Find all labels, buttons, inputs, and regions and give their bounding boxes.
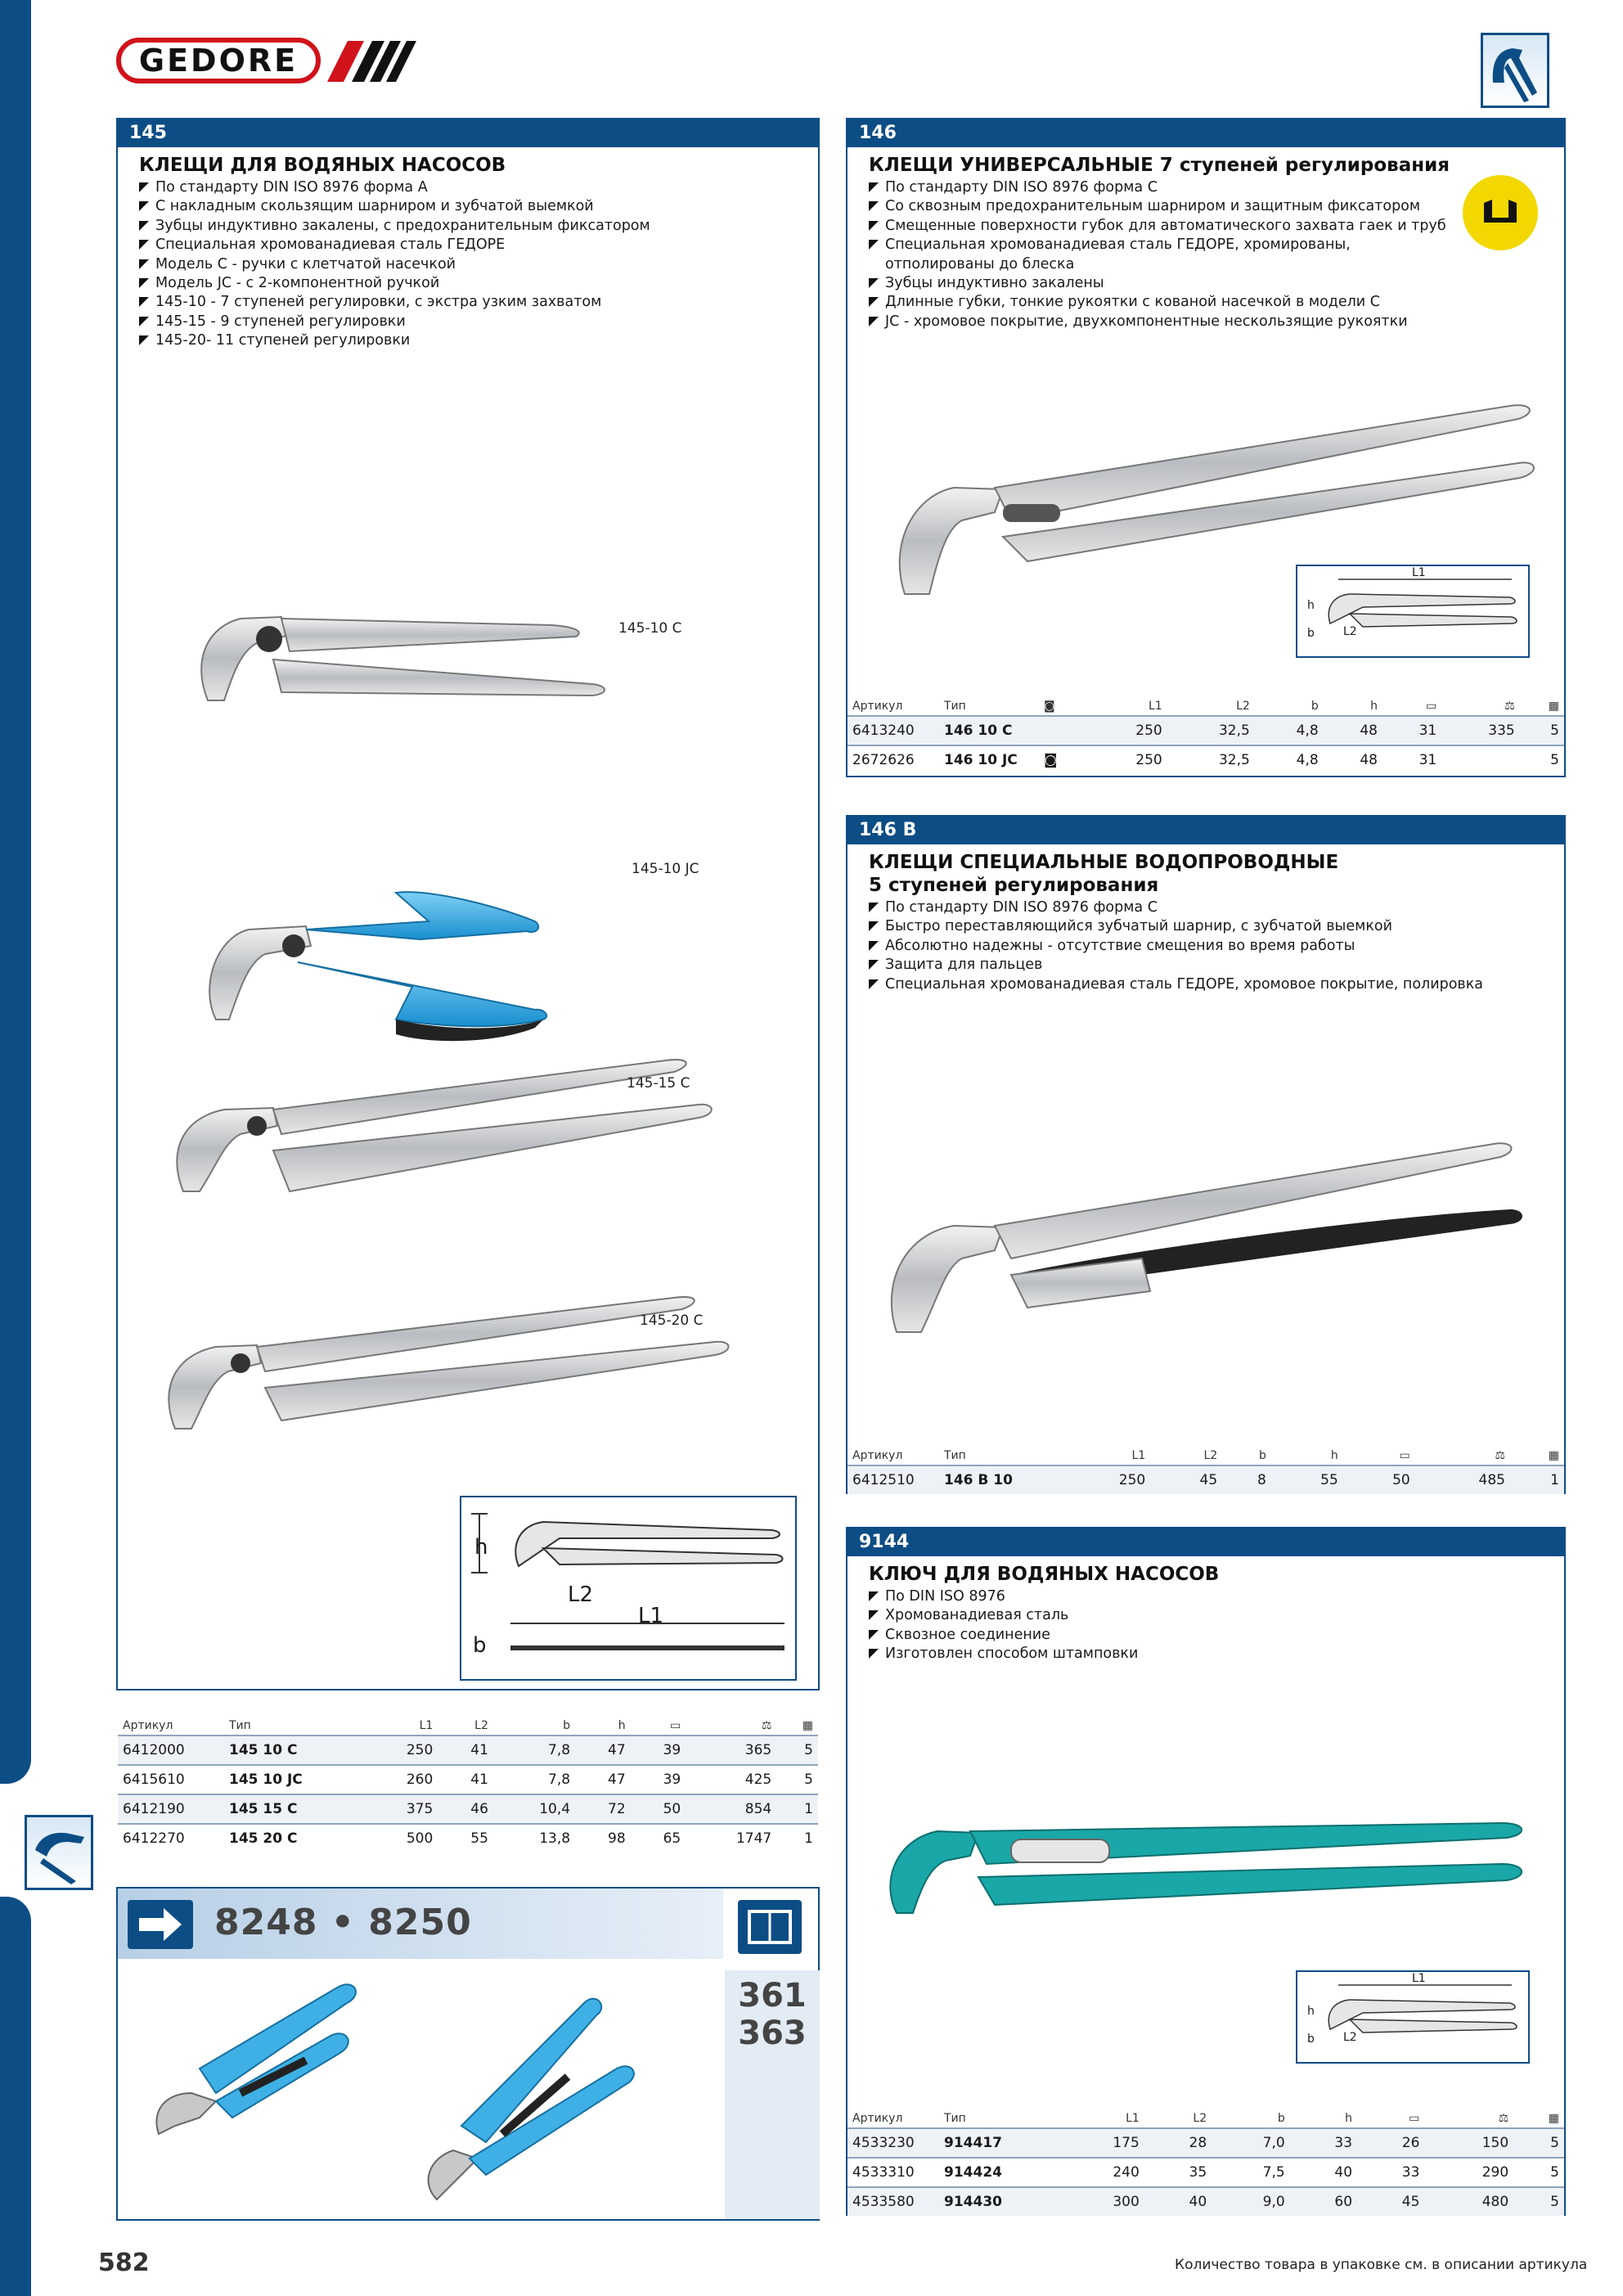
feature-item: Смещенные поверхности губок для автоматического захвата гаек и труб: [869, 217, 1564, 236]
col-b: b: [1277, 2112, 1285, 2125]
table-row: [847, 1465, 1564, 1494]
table-cell: 260: [365, 1765, 438, 1794]
table-cell: 28: [1144, 2128, 1212, 2158]
table-cell: 146 10 C: [939, 716, 1039, 745]
section-146-features: [869, 178, 1564, 331]
section-146b-title: КЛЕЩИ СПЕЦИАЛЬНЫЕ ВОДОПРОВОДНЫЕ: [869, 852, 1339, 873]
section-146b-table: [847, 1447, 1564, 1494]
section-145-product-images: [151, 561, 821, 1625]
section-146b-features: [869, 898, 1564, 994]
table-cell: 4533230: [847, 2128, 939, 2158]
table-cell: 1: [776, 1824, 818, 1853]
table-cell: [1039, 716, 1089, 745]
table-cell: 47: [575, 1736, 631, 1765]
feature-item: По стандарту DIN ISO 8976 форма A: [139, 178, 818, 197]
table-cell: 6412270: [118, 1824, 224, 1853]
table-cell: 145 20 C: [224, 1824, 365, 1853]
col-type: Тип: [944, 2112, 966, 2125]
table-cell: 6412190: [118, 1794, 224, 1824]
table-cell: 146 10 JC: [939, 745, 1039, 774]
table-cell: 10,4: [493, 1794, 575, 1824]
col-weight-icon: ⚖: [761, 1719, 772, 1732]
col-l1: L1: [1131, 1449, 1146, 1462]
diagram-b-label: b: [1307, 627, 1315, 640]
col-jaw-icon: ▭: [1399, 1449, 1410, 1462]
table-row: [847, 2158, 1564, 2187]
table-cell: 914430: [939, 2187, 1055, 2216]
table-cell: 45: [1357, 2187, 1424, 2216]
feature-item: Модель С - ручки с клетчатой насечкой: [139, 255, 818, 274]
diagram-l1-label: L1: [638, 1604, 664, 1628]
table-cell: 55: [1271, 1465, 1343, 1494]
feature-item: Быстро переставляющийся зубчатый шарнир, с зубчатой выемкой: [869, 917, 1564, 936]
diagram-l1-label: L1: [1412, 566, 1426, 579]
feature-item: Модель JC - с 2-компонентной ручкой: [139, 274, 818, 293]
table-cell: 5: [1520, 716, 1564, 745]
section-146b-subtitle: 5 ступеней регулирования: [869, 875, 1159, 896]
feature-item: Зубцы индуктивно закалены: [869, 274, 1564, 293]
table-cell: 7,5: [1212, 2158, 1290, 2187]
feature-item: Специальная хромованадиевая сталь ГЕДОРЕ: [139, 236, 818, 254]
section-146-code: 146: [847, 119, 1564, 147]
table-cell: 175: [1055, 2128, 1144, 2158]
table-row: [847, 745, 1564, 774]
table-row: [847, 716, 1564, 745]
section-146b-code: 146 B: [847, 817, 1564, 844]
diagram-b-label: b: [1307, 2033, 1315, 2046]
table-cell: 485: [1415, 1465, 1510, 1494]
table-cell: 41: [438, 1765, 493, 1794]
table-cell: 4,8: [1255, 745, 1324, 774]
table-cell: 6413240: [847, 716, 939, 745]
table-cell: 98: [575, 1824, 631, 1853]
feature-item: С накладным скользящим шарниром и зубчатой выемкой: [139, 197, 818, 216]
table-cell: 5: [1513, 2128, 1564, 2158]
table-cell: 7,0: [1212, 2128, 1290, 2158]
table-cell: [1441, 745, 1520, 774]
col-b: b: [1311, 700, 1319, 713]
feature-item: Сквозное соединение: [869, 1626, 1564, 1645]
section-145-title: КЛЕЩИ ДЛЯ ВОДЯНЫХ НАСОСОВ: [139, 155, 506, 176]
table-cell: 5: [1513, 2158, 1564, 2187]
table-cell: 7,8: [493, 1765, 575, 1794]
feature-item: Абсолютно надежны - отсутствие смещения во время работы: [869, 937, 1564, 956]
feature-item: Со сквозным предохранительным шарниром и защитным фиксатором: [869, 197, 1564, 216]
nut-gripping-icon: ◙: [1039, 745, 1089, 774]
diagram-l2-label: L2: [568, 1582, 594, 1607]
side-bar-top: [0, 0, 31, 1784]
table-cell: 425: [686, 1765, 776, 1794]
table-cell: 39: [631, 1765, 686, 1794]
table-cell: 48: [1324, 745, 1382, 774]
table-cell: 1: [1510, 1465, 1564, 1494]
nut-gripping-icon: [1463, 175, 1538, 250]
table-cell: 65: [631, 1824, 686, 1853]
table-cell: 1747: [686, 1824, 776, 1853]
table-cell: 5: [776, 1736, 818, 1765]
diagram-h-label: h: [474, 1535, 488, 1560]
pliers-icon: [25, 1815, 93, 1890]
section-145-code: 145: [118, 119, 818, 147]
caption-145-20c: 145-20 C: [640, 1312, 704, 1329]
pliers-146-image: [880, 381, 1551, 733]
col-pack-icon: ▦: [1548, 2112, 1559, 2125]
table-cell: 13,8: [493, 1824, 575, 1853]
col-type: Тип: [944, 1449, 966, 1462]
table-row: [118, 1824, 818, 1853]
section-9144-code: 9144: [847, 1528, 1564, 1556]
table-cell: 41: [438, 1736, 493, 1765]
table-cell: 4533310: [847, 2158, 939, 2187]
col-article: Артикул: [123, 1719, 173, 1732]
table-cell: 335: [1441, 716, 1520, 745]
table-cell: 150: [1424, 2128, 1513, 2158]
caption-145-15c: 145-15 C: [627, 1075, 690, 1092]
col-b: b: [1258, 1449, 1266, 1462]
table-cell: 854: [686, 1794, 776, 1824]
table-cell: 45: [1150, 1465, 1222, 1494]
section-146-panel: [846, 118, 1566, 777]
table-cell: 480: [1424, 2187, 1513, 2216]
section-9144-features: [869, 1587, 1564, 1664]
caption-145-10jc: 145-10 JC: [632, 861, 699, 877]
diagram-l2-label: L2: [1343, 625, 1357, 638]
table-cell: 8: [1222, 1465, 1271, 1494]
table-cell: 7,8: [493, 1736, 575, 1765]
col-b: b: [563, 1719, 571, 1732]
table-cell: 250: [365, 1736, 438, 1765]
feature-item: Хромованадиевая сталь: [869, 1606, 1564, 1625]
crossref-title: 8248 • 8250: [214, 1902, 472, 1943]
section-146-title: КЛЕЩИ УНИВЕРСАЛЬНЫЕ 7 ступеней регулирования: [869, 155, 1450, 176]
table-cell: 46: [438, 1794, 493, 1824]
section-9144-dimension-diagram: [1296, 1970, 1530, 2064]
col-article: Артикул: [852, 2112, 903, 2125]
table-cell: 500: [365, 1824, 438, 1853]
pliers-145-10jc-image: [209, 892, 546, 1041]
feature-item: Длинные губки, тонкие рукоятки с кованой насечкой в модели С: [869, 293, 1564, 312]
section-145-panel: [116, 118, 820, 1690]
table-cell: 145 10 C: [224, 1736, 365, 1765]
pliers-8250-image: [429, 1999, 634, 2199]
table-cell: 4,8: [1255, 716, 1324, 745]
col-l2: L2: [474, 1719, 488, 1732]
feature-item: Специальная хромованадиевая сталь ГЕДОРЕ, хромированы,: [869, 236, 1564, 254]
table-cell: 26: [1357, 2128, 1424, 2158]
diagram-h-label: h: [1307, 599, 1315, 612]
diagram-l2-label: L2: [1343, 2031, 1357, 2044]
table-cell: 6415610: [118, 1765, 224, 1794]
feature-item: 145-15 - 9 ступеней регулировки: [139, 313, 818, 331]
table-cell: 9,0: [1212, 2187, 1290, 2216]
col-jaw-icon: ▭: [1426, 700, 1437, 713]
feature-item: 145-20- 11 ступеней регулировки: [139, 331, 818, 350]
table-cell: 40: [1290, 2158, 1357, 2187]
feature-item: По стандарту DIN ISO 8976 форма C: [869, 898, 1564, 917]
crossref-page-link[interactable]: 361: [738, 1977, 807, 2015]
table-cell: 31: [1382, 716, 1441, 745]
pliers-8248-image: [156, 1984, 356, 2134]
col-l2: L2: [1193, 2112, 1207, 2125]
feature-item: По стандарту DIN ISO 8976 форма C: [869, 178, 1564, 197]
table-cell: 300: [1055, 2187, 1144, 2216]
col-l1: L1: [1149, 700, 1162, 713]
crossref-pliers-images: [142, 1970, 715, 2216]
table-cell: 914417: [939, 2128, 1055, 2158]
table-cell: 290: [1424, 2158, 1513, 2187]
pliers-145-10c-image: [201, 617, 605, 700]
section-9144-table: [847, 2109, 1564, 2216]
col-pack-icon: ▦: [802, 1719, 813, 1732]
feature-item: Специальная хромованадиевая сталь ГЕДОРЕ, хромовое покрытие, полировка: [869, 975, 1564, 994]
feature-item: По DIN ISO 8976: [869, 1587, 1564, 1606]
col-h: h: [1330, 1449, 1338, 1462]
table-cell: 2672626: [847, 745, 939, 774]
table-cell: 5: [776, 1765, 818, 1794]
col-type: Тип: [229, 1719, 251, 1732]
table-cell: 32,5: [1167, 745, 1255, 774]
table-cell: 50: [631, 1794, 686, 1824]
feature-item: Изготовлен способом штамповки: [869, 1645, 1564, 1663]
col-type: Тип: [944, 700, 966, 713]
section-145-dimension-diagram: [460, 1496, 797, 1681]
pliers-icon: [1481, 33, 1549, 108]
table-cell: 365: [686, 1736, 776, 1765]
table-cell: 6412000: [118, 1736, 224, 1765]
col-nut-icon: ◙: [1044, 700, 1055, 713]
table-cell: 33: [1290, 2128, 1357, 2158]
col-l1: L1: [419, 1719, 434, 1732]
table-cell: 6412510: [847, 1465, 939, 1494]
table-row: [118, 1794, 818, 1824]
table-cell: 50: [1343, 1465, 1415, 1494]
table-cell: 31: [1382, 745, 1441, 774]
side-bar-bottom: [0, 1897, 31, 2296]
feature-item: 145-10 - 7 ступеней регулировки, с экстра узким захватом: [139, 293, 818, 312]
col-jaw-icon: ▭: [669, 1719, 681, 1732]
logo-stripes: [327, 41, 417, 82]
table-row: [118, 1765, 818, 1794]
section-146-dimension-diagram: [1296, 565, 1530, 658]
col-jaw-icon: ▭: [1409, 2112, 1420, 2125]
col-pack-icon: ▦: [1548, 700, 1559, 713]
col-l2: L2: [1236, 700, 1250, 713]
table-row: [847, 2187, 1564, 2216]
logo-text: GEDORE: [138, 43, 299, 79]
table-cell: 240: [1055, 2158, 1144, 2187]
feature-item: JC - хромовое покрытие, двухкомпонентные нескользящие рукоятки: [869, 313, 1564, 331]
table-row: [118, 1736, 818, 1765]
col-weight-icon: ⚖: [1504, 700, 1515, 713]
table-cell: 35: [1144, 2158, 1212, 2187]
col-pack-icon: ▦: [1548, 1449, 1559, 1462]
col-l1: L1: [1126, 2112, 1140, 2125]
crossref-page-link[interactable]: 363: [738, 2015, 807, 2052]
table-cell: 4533580: [847, 2187, 939, 2216]
table-cell: 5: [1520, 745, 1564, 774]
diagram-h-label: h: [1307, 2005, 1315, 2018]
pliers-146b-image: [880, 1128, 1551, 1406]
table-cell: 145 10 JC: [224, 1765, 365, 1794]
table-cell: 60: [1290, 2187, 1357, 2216]
table-cell: 48: [1324, 716, 1382, 745]
table-cell: 72: [575, 1794, 631, 1824]
col-article: Артикул: [852, 700, 903, 713]
table-row: [847, 2128, 1564, 2158]
col-h: h: [1370, 700, 1378, 713]
wrench-9144-image: [880, 1799, 1551, 1962]
table-cell: 146 B 10: [939, 1465, 1055, 1494]
section-146b-panel: [846, 815, 1566, 1494]
section-145-table: [118, 1717, 818, 1853]
table-cell: 55: [438, 1824, 493, 1853]
arrow-right-icon: [128, 1900, 193, 1949]
caption-145-10c: 145-10 C: [618, 620, 682, 637]
col-h: h: [1345, 2112, 1353, 2125]
section-146-table: [847, 697, 1564, 774]
table-cell: 250: [1089, 745, 1167, 774]
col-weight-icon: ⚖: [1495, 1449, 1505, 1462]
section-9144-title: КЛЮЧ ДЛЯ ВОДЯНЫХ НАСОСОВ: [869, 1564, 1220, 1585]
table-cell: 1: [776, 1794, 818, 1824]
diagram-l1-label: L1: [1412, 1972, 1426, 1985]
table-cell: 39: [631, 1736, 686, 1765]
footnote: Количество товара в упаковке см. в описании артикула: [1175, 2257, 1588, 2273]
book-icon: [738, 1900, 802, 1954]
crossref-pages: [725, 1970, 820, 2219]
gedore-logo: [116, 38, 321, 83]
feature-item: Защита для пальцев: [869, 956, 1564, 975]
table-cell: 145 15 C: [224, 1794, 365, 1824]
crossref-box[interactable]: [116, 1887, 820, 2221]
table-cell: 47: [575, 1765, 631, 1794]
table-cell: 32,5: [1167, 716, 1255, 745]
feature-item: Зубцы индуктивно закалены, с предохранительным фиксатором: [139, 217, 818, 236]
table-cell: 5: [1513, 2187, 1564, 2216]
col-l2: L2: [1203, 1449, 1218, 1462]
table-cell: 914424: [939, 2158, 1055, 2187]
table-cell: 250: [1089, 716, 1167, 745]
section-145-features: [139, 178, 818, 351]
col-weight-icon: ⚖: [1498, 2112, 1509, 2125]
col-h: h: [618, 1719, 626, 1732]
col-article: Артикул: [852, 1449, 903, 1462]
diagram-b-label: b: [473, 1633, 487, 1658]
table-cell: 250: [1055, 1465, 1150, 1494]
table-cell: 40: [1144, 2187, 1212, 2216]
table-cell: 375: [365, 1794, 438, 1824]
feature-continuation: отполированы до блеска: [885, 255, 1075, 272]
table-cell: 33: [1357, 2158, 1424, 2187]
page-number: 582: [98, 2249, 150, 2277]
